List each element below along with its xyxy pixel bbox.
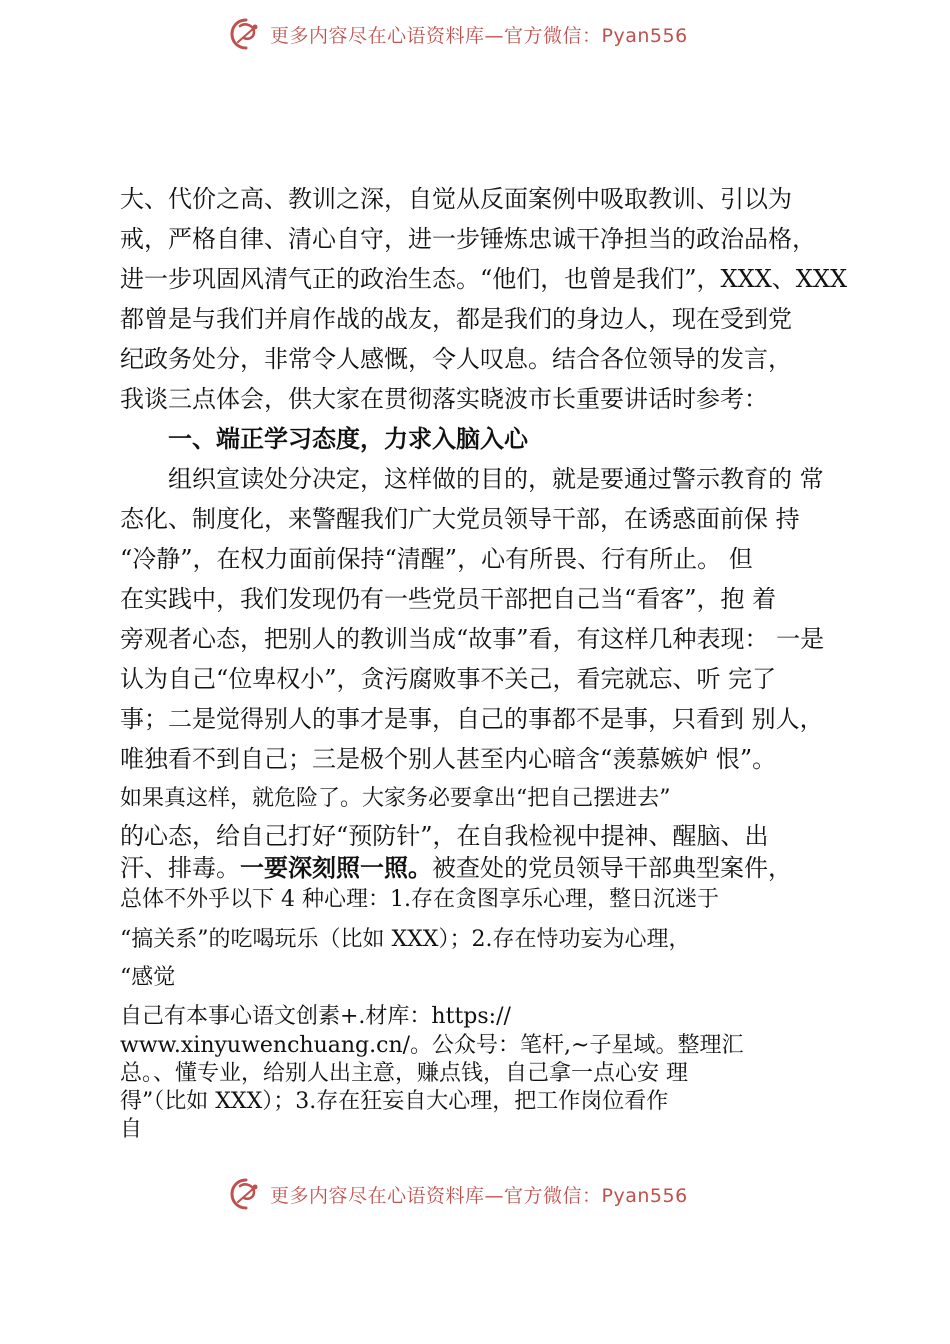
body-line: 如果真这样，就危险了。大家务必要拿出“把自己摆进去” [120, 786, 671, 811]
body-text: 被查处的党员领导干部典型案件， [432, 854, 792, 882]
body-line: 我谈三点体会，供大家在贯彻落实晓波市长重要讲话时参考： [120, 385, 768, 413]
body-line: 认为自己“位卑权小”，贪污腐败事不关己，看完就忘、听 完了 [120, 665, 777, 693]
watermark-text: 更多内容尽在心语资料库—官方微信：Pyan556 [270, 1184, 688, 1207]
emphasis-text: 一要深刻照一照。 [240, 854, 432, 882]
body-line: www.xinyuwenchuang.cn/。公众号：笔杆,~子星域。整理汇 [120, 1033, 744, 1058]
body-line-with-emphasis [120, 852, 792, 884]
body-line: 总体不外乎以下 4 种心理：1.存在贪图享乐心理，整日沉迷于 [120, 887, 719, 912]
body-line: 大、代价之高、教训之深，自觉从反面案例中吸取教训、引以为 [120, 185, 792, 213]
body-line: 态化、制度化，来警醒我们广大党员领导干部，在诱惑面前保 持 [120, 505, 800, 533]
section-heading: 一、端正学习态度，力求入脑入心 [168, 425, 528, 453]
body-line: 得”（比如 XXX）；3.存在狂妄自大心理，把工作岗位看作 [120, 1089, 669, 1114]
body-line: 总。、懂专业，给别人出主意，赚点钱，自己拿一点心安 理 [120, 1061, 688, 1086]
body-line: “搞关系”的吃喝玩乐（比如 XXX）；2.存在恃功妄为心理， [120, 927, 691, 952]
body-line: 进一步巩固风清气正的政治生态。“他们，也曾是我们”，XXX、XXX [120, 265, 848, 293]
body-text: 汗、排毒。 [120, 854, 240, 882]
body-line: 纪政务处分，非常令人感慨，令人叹息。结合各位领导的发言， [120, 345, 792, 373]
body-line: 在实践中，我们发现仍有一些党员干部把自己当“看客”，抱 着 [120, 585, 777, 613]
logo-icon [228, 1176, 264, 1212]
body-line: 戒，严格自律、清心自守，进一步锤炼忠诚干净担当的政治品格， [120, 225, 816, 253]
body-line: 自 [120, 1117, 143, 1142]
header-watermark-banner [228, 14, 688, 54]
body-line: 组织宣读处分决定，这样做的目的，就是要通过警示教育的 常 [168, 465, 824, 493]
footer-watermark-banner [228, 1174, 688, 1214]
logo-icon [228, 16, 264, 52]
body-line: 旁观者心态，把别人的教训当成“故事”看，有这样几种表现： 一是 [120, 625, 825, 653]
body-line: 的心态，给自己打好“预防针”，在自我检视中提神、醒脑、出 [120, 822, 769, 850]
body-line: “冷静”，在权力面前保持“清醒”，心有所畏、行有所止。 但 [120, 545, 753, 573]
body-line: 自己有本事心语文创素+.材库：https:// [120, 1004, 511, 1029]
body-line: “感觉 [120, 965, 176, 990]
body-line: 都曾是与我们并肩作战的战友，都是我们的身边人，现在受到党 [120, 305, 792, 333]
body-line: 事；二是觉得别人的事才是事，自己的事都不是事，只看到 别人， [120, 705, 824, 733]
body-line: 唯独看不到自己；三是极个别人甚至内心暗含“羡慕嫉妒 恨”。 [120, 745, 777, 773]
watermark-text: 更多内容尽在心语资料库—官方微信：Pyan556 [270, 24, 688, 47]
